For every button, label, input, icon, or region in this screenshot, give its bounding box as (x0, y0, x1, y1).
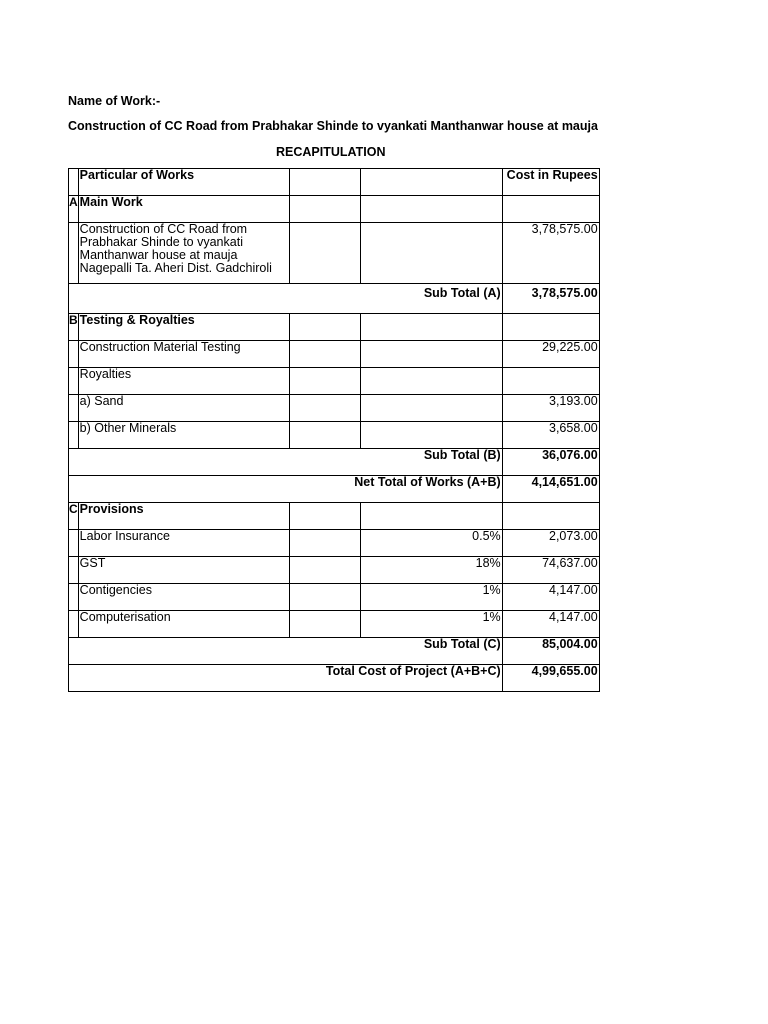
net-total-row (69, 476, 600, 503)
empty-cell (360, 422, 502, 449)
empty-cell (360, 196, 502, 223)
subtotal-b-label: Sub Total (B) (69, 449, 503, 476)
section-letter: C (69, 503, 79, 530)
empty-cell (69, 395, 79, 422)
provision-cost: 2,073.00 (502, 530, 599, 557)
main-work-description: Construction of CC Road from Prabhakar Shinde to vyankati Manthanwar house at mauja Nagepalli Ta. Aheri Dist. Gadchiroli (78, 223, 289, 284)
subtotal-a-value: 3,78,575.00 (502, 284, 599, 314)
table-row (69, 584, 600, 611)
col-header-particular: Particular of Works (78, 169, 289, 196)
empty-cell (502, 196, 599, 223)
sand-cost: 3,193.00 (502, 395, 599, 422)
subtotal-a-label: Sub Total (A) (69, 284, 503, 314)
col-header-cost: Cost in Rupees (502, 169, 599, 196)
table-row (69, 341, 600, 368)
provision-cost: 4,147.00 (502, 611, 599, 638)
subtotal-a-row (69, 284, 600, 314)
net-total-value: 4,14,651.00 (502, 476, 599, 503)
minerals-label: b) Other Minerals (78, 422, 289, 449)
minerals-cost: 3,658.00 (502, 422, 599, 449)
grand-total-label: Total Cost of Project (A+B+C) (69, 665, 503, 692)
recapitulation-table (68, 168, 600, 692)
empty-cell (289, 557, 360, 584)
provision-cost: 4,147.00 (502, 584, 599, 611)
document-title: RECAPITULATION (276, 145, 386, 159)
provision-rate: 18% (360, 557, 502, 584)
provision-rate: 1% (360, 611, 502, 638)
empty-cell (69, 557, 79, 584)
empty-cell (289, 422, 360, 449)
testing-cost: 29,225.00 (502, 341, 599, 368)
empty-cell (360, 314, 502, 341)
subtotal-b-value: 36,076.00 (502, 449, 599, 476)
subtotal-b-row (69, 449, 600, 476)
header-letter-cell (69, 169, 79, 196)
testing-label: Construction Material Testing (78, 341, 289, 368)
empty-cell (69, 584, 79, 611)
empty-cell (360, 368, 502, 395)
empty-cell (502, 368, 599, 395)
provision-rate: 1% (360, 584, 502, 611)
royalties-label: Royalties (78, 368, 289, 395)
subtotal-c-value: 85,004.00 (502, 638, 599, 665)
empty-cell (69, 530, 79, 557)
empty-cell (360, 395, 502, 422)
main-work-cost: 3,78,575.00 (502, 223, 599, 284)
table-row (69, 611, 600, 638)
section-c-row (69, 503, 600, 530)
table-row (69, 530, 600, 557)
empty-cell (69, 341, 79, 368)
section-a-title: Main Work (78, 196, 289, 223)
empty-cell (360, 223, 502, 284)
header-empty-cell (360, 169, 502, 196)
empty-cell (289, 314, 360, 341)
empty-cell (289, 611, 360, 638)
empty-cell (289, 223, 360, 284)
empty-cell (360, 503, 502, 530)
grand-total-row (69, 665, 600, 692)
sand-label: a) Sand (78, 395, 289, 422)
empty-cell (289, 584, 360, 611)
empty-cell (502, 503, 599, 530)
empty-cell (360, 341, 502, 368)
empty-cell (69, 422, 79, 449)
empty-cell (289, 368, 360, 395)
section-b-row (69, 314, 600, 341)
empty-cell (289, 503, 360, 530)
table-row (69, 368, 600, 395)
empty-cell (289, 341, 360, 368)
empty-cell (502, 314, 599, 341)
subtotal-c-row (69, 638, 600, 665)
provision-rate: 0.5% (360, 530, 502, 557)
table-row (69, 422, 600, 449)
provision-label: Contigencies (78, 584, 289, 611)
subtotal-c-label: Sub Total (C) (69, 638, 503, 665)
empty-cell (289, 395, 360, 422)
provision-label: GST (78, 557, 289, 584)
table-row (69, 223, 600, 284)
empty-cell (289, 530, 360, 557)
net-total-label: Net Total of Works (A+B) (69, 476, 503, 503)
table-row (69, 557, 600, 584)
section-letter: A (69, 196, 79, 223)
empty-cell (69, 368, 79, 395)
section-a-row (69, 196, 600, 223)
provision-label: Computerisation (78, 611, 289, 638)
empty-cell (289, 196, 360, 223)
table-header-row (69, 169, 600, 196)
name-of-work-label: Name of Work:- (68, 94, 161, 108)
grand-total-value: 4,99,655.00 (502, 665, 599, 692)
work-description: Construction of CC Road from Prabhakar Shinde to vyankati Manthanwar house at mauja (68, 119, 598, 133)
header-empty-cell (289, 169, 360, 196)
table-row (69, 395, 600, 422)
section-letter: B (69, 314, 79, 341)
provision-cost: 74,637.00 (502, 557, 599, 584)
section-c-title: Provisions (78, 503, 289, 530)
empty-cell (69, 611, 79, 638)
provision-label: Labor Insurance (78, 530, 289, 557)
empty-cell (69, 223, 79, 284)
section-b-title: Testing & Royalties (78, 314, 289, 341)
